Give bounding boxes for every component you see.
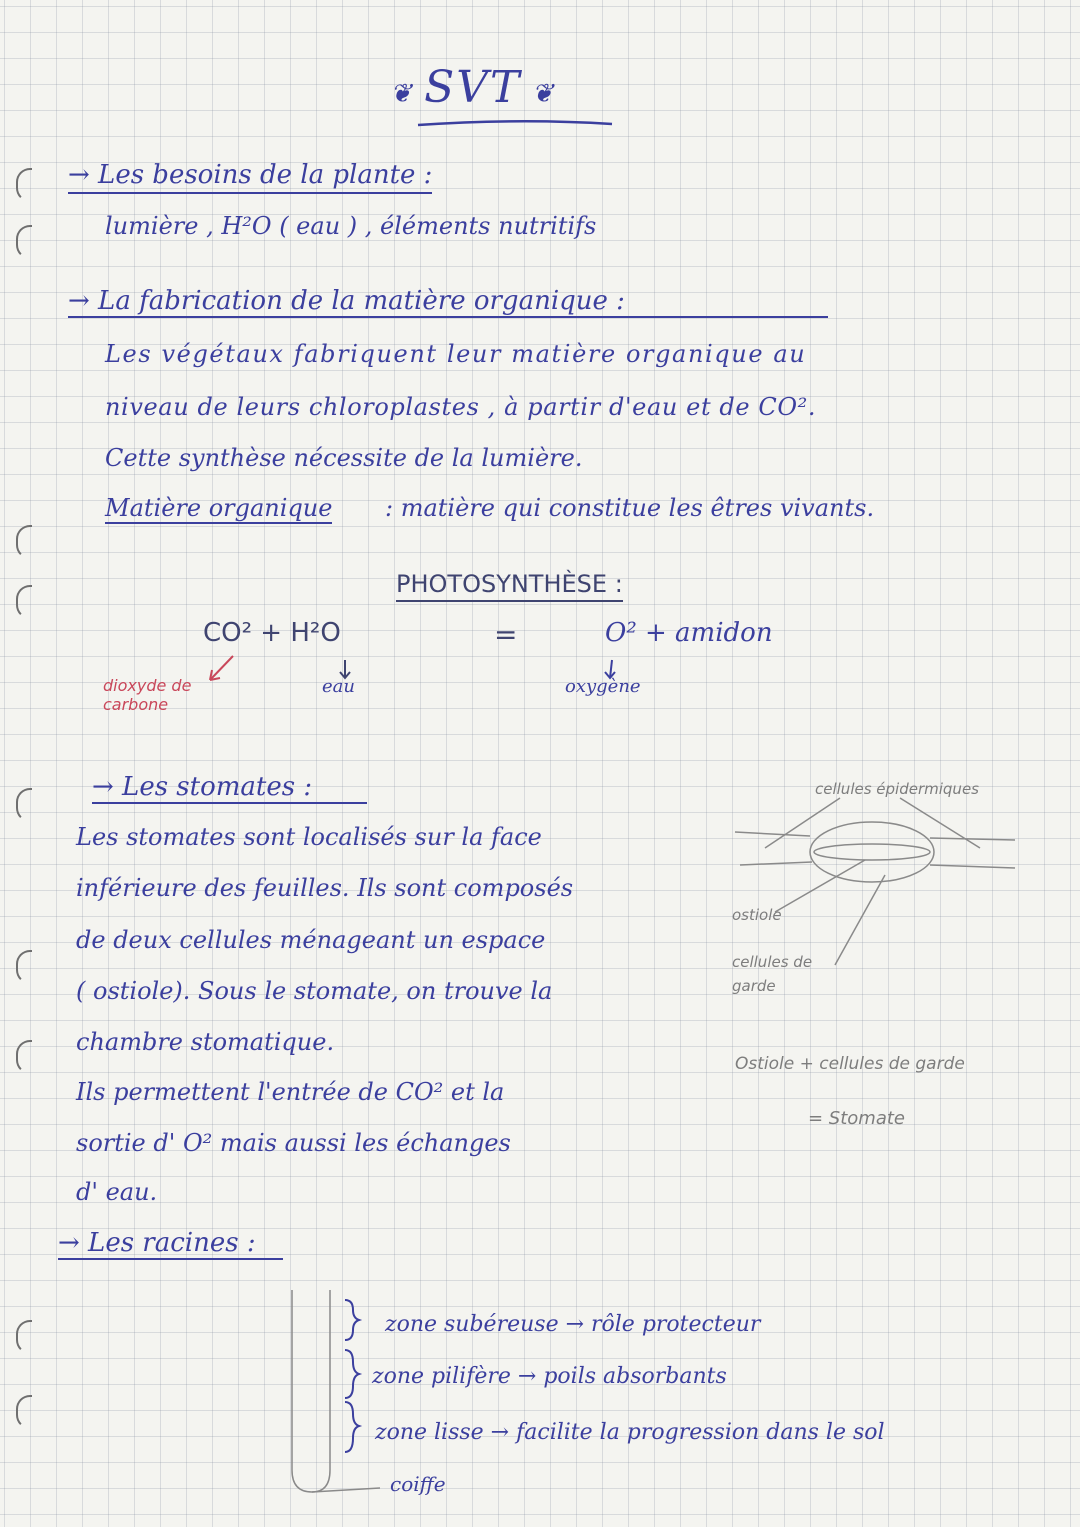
stomates-line-5: chambre stomatique. — [76, 1028, 335, 1056]
stomates-heading: → Les stomates : — [92, 772, 367, 804]
besoins-heading: → Les besoins de la plante : — [68, 160, 432, 194]
diagram-label-cellules-epidermiques: cellules épidermiques — [815, 780, 979, 798]
arrow-to-dioxyde — [210, 656, 233, 680]
definition-text: : matière qui constitue les êtres vivants. — [385, 494, 875, 522]
stomates-line-2: inférieure des feuilles. Ils sont composés — [76, 874, 574, 902]
besoins-body: lumière , H²O ( eau ) , éléments nutritifs — [105, 212, 597, 240]
racine-zone-lisse: zone lisse → facilite la progression dans le sol — [375, 1420, 885, 1445]
racine-coiffe-label: coiffe — [390, 1472, 446, 1496]
fabrication-line-2: niveau de leurs chloroplastes , à partir d'eau et de CO². — [105, 393, 817, 421]
photosynthese-title: PHOTOSYNTHÈSE : — [396, 570, 623, 602]
title-ornament-right: ❦ — [521, 79, 556, 109]
stomates-line-6: Ils permettent l'entrée de CO² et la — [76, 1078, 505, 1106]
title-underline — [418, 121, 612, 125]
racines-heading: → Les racines : — [58, 1228, 283, 1260]
stomates-line-7: sortie d' O² mais aussi les échanges — [76, 1129, 511, 1157]
definition-term: Matière organique — [105, 494, 333, 522]
equation-equals: = — [494, 618, 518, 651]
racine-zone-pilifere: zone pilifère → poils absorbants — [372, 1364, 727, 1389]
stomates-line-4: ( ostiole). Sous le stomate, on trouve la — [76, 977, 553, 1005]
arrow-to-oxygene — [605, 660, 615, 678]
fabrication-line-1: Les végétaux fabriquent leur matière organique au — [105, 340, 807, 368]
diagram-label-cellules-de-garde: cellules de garde — [732, 953, 813, 995]
stomates-line-3: de deux cellules ménageant un espace — [76, 926, 546, 954]
racine-zone-suberueuse: zone subéreuse → rôle protecteur — [385, 1312, 761, 1337]
ostiole-shape — [814, 844, 930, 860]
equation-products: O² + amidon — [605, 618, 773, 648]
fabrication-line-3: Cette synthèse nécessite de la lumière. — [105, 444, 583, 472]
guard-cell-shape — [810, 822, 934, 882]
stomates-line-1: Les stomates sont localisés sur la face — [76, 823, 542, 851]
label-eau: eau — [322, 676, 355, 697]
root-diagram — [292, 1290, 380, 1492]
equation-reactants: CO² + H²O — [203, 618, 341, 648]
title-text: SVT — [424, 62, 522, 113]
diagram-result: = Stomate — [808, 1108, 905, 1129]
diagram-label-ostiole: ostiole — [732, 906, 782, 924]
stomate-diagram — [735, 798, 1015, 965]
root-zone-braces — [345, 1300, 359, 1452]
fabrication-heading: → La fabrication de la matière organique : — [68, 286, 828, 318]
label-oxygene: oxygène — [565, 676, 641, 697]
label-dioxyde-de-carbone: dioxyde de carbone — [103, 676, 192, 714]
diagram-formula: Ostiole + cellules de garde — [735, 1054, 965, 1074]
stomates-line-8: d' eau. — [76, 1178, 158, 1206]
title-ornament-left: ❦ — [390, 79, 425, 109]
arrow-to-eau — [340, 660, 350, 678]
